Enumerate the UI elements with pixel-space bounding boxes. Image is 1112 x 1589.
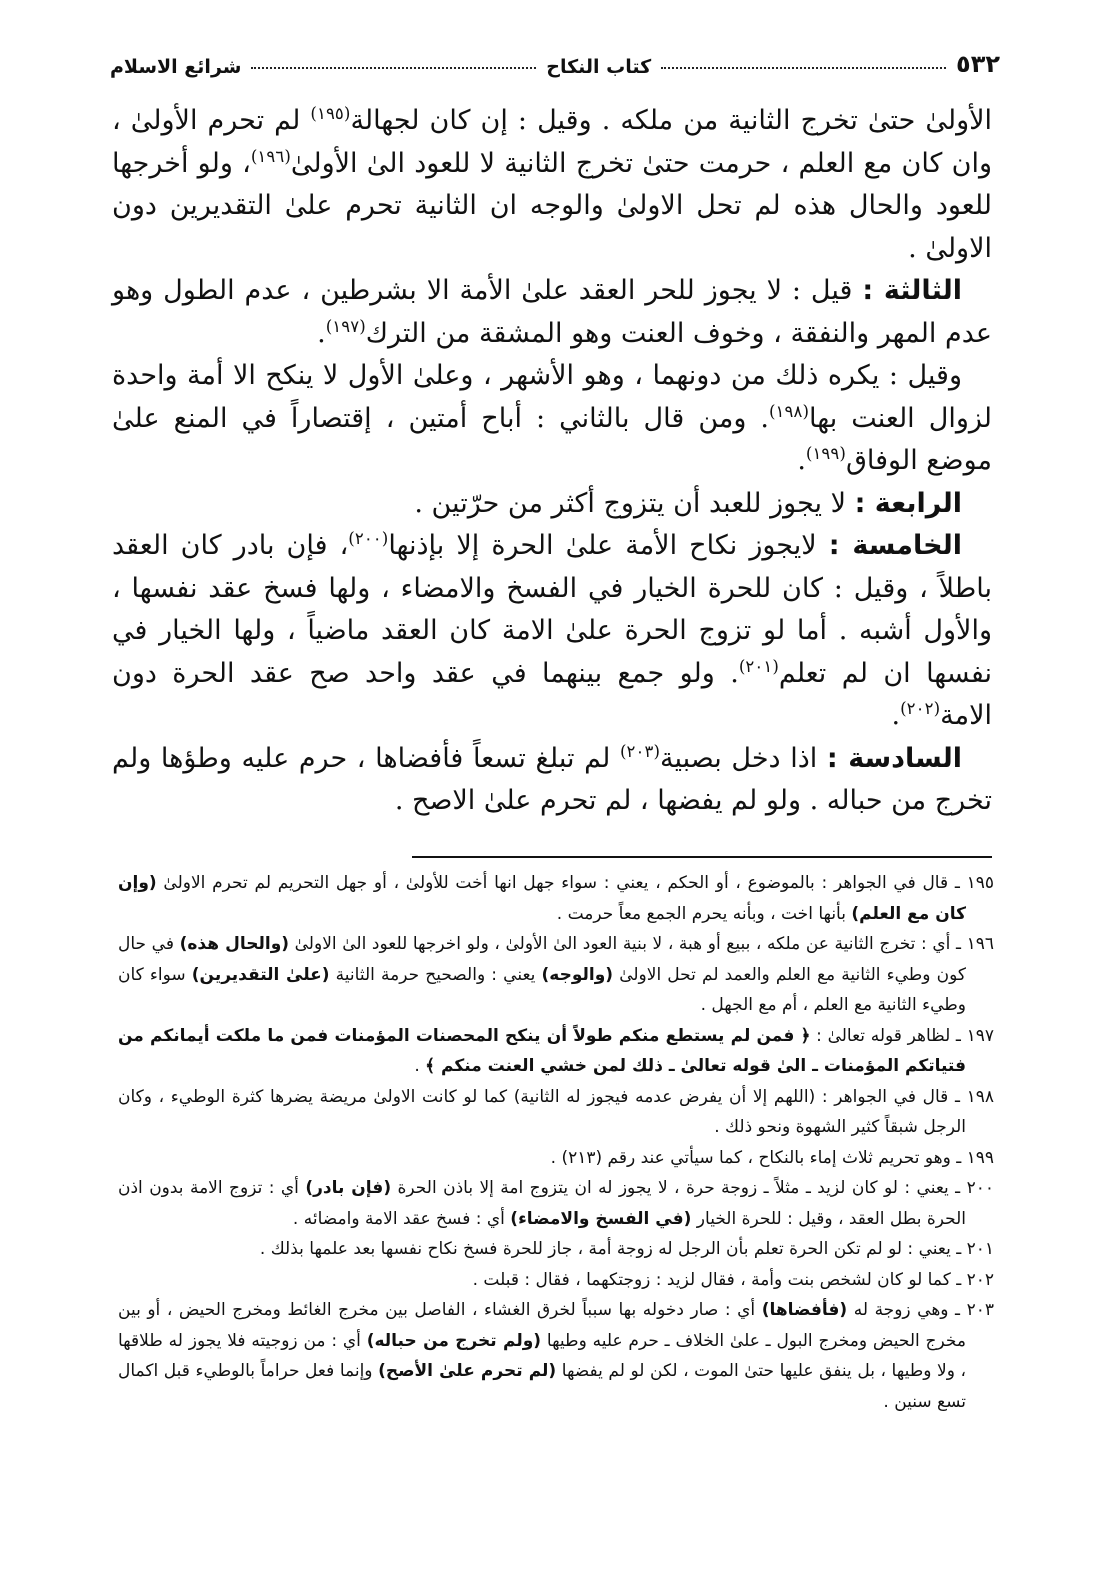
footnote-number: ١٩٧ ـ — [950, 1025, 994, 1046]
quoted-text: (علىٰ التقديرين) — [191, 964, 330, 985]
footnote-number: ١٩٩ ـ — [950, 1147, 994, 1168]
footnote-198 — [118, 1082, 994, 1143]
footnote-ref[interactable]: (٢٠١) — [738, 655, 779, 676]
text: وقيل : يكره ذلك من دونهما ، وهو الأشهر ، وعلىٰ الأول لا ينكح الا أمة واحدة لزوال العنت بها — [112, 360, 993, 434]
footnote-number: ٢٠٠ ـ — [948, 1178, 994, 1198]
footnote-ref[interactable]: (١٩٨) — [769, 400, 810, 421]
text: قيل : لا يجوز للحر العقد علىٰ الأمة الا بشرطين ، عدم الطول وهو عدم المهر والنفقة ، وخوف العنت وهو المشقة من الترك — [112, 275, 992, 349]
quoted-text: (ولم تخرج من حباله) — [366, 1330, 542, 1351]
text: قال في الجواهر : (اللهم إلا أن يفرض عدمه فيجوز له الثانية) كما لو كانت الاولىٰ مريضة يضرها كثرة الوطيء ، وكان الرجل شبقاً كثير الشهوة ونحو ذلك . — [118, 1086, 966, 1137]
footnote-number: ٢٠١ ـ — [950, 1239, 994, 1259]
footnote-ref[interactable]: (٢٠٣) — [620, 740, 661, 761]
quoted-text: (فإن بادر) — [305, 1178, 392, 1198]
footnote-200 — [118, 1173, 994, 1234]
footnote-number: ١٩٨ ـ — [948, 1086, 994, 1107]
footnote-number: ٢٠٣ ـ — [948, 1300, 994, 1320]
footnote-number: ٢٠٢ ـ — [950, 1269, 994, 1290]
text: أي : فسخ عقد الامة وامضائه . — [292, 1208, 511, 1229]
footnote-ref[interactable]: (٢٠٢) — [900, 698, 941, 718]
quoted-text: (في الفسخ والامضاء) — [510, 1208, 692, 1229]
paragraph — [112, 483, 992, 526]
section-label: الخامسة : — [828, 530, 962, 561]
footnote-197 — [118, 1021, 994, 1082]
text: لا يجوز للعبد أن يتزوج أكثر من حرّتين . — [414, 487, 855, 519]
footnote-202 — [118, 1265, 994, 1296]
text: في حال كون وطيء الثانية مع العلم والعمد لم تحل الاولىٰ — [118, 934, 966, 985]
text: الأولىٰ حتىٰ تخرج الثانية من ملكه . وقيل : إن كان لجهالة — [350, 105, 993, 136]
main-text — [112, 100, 992, 823]
text: يعني : لو لم تكن الحرة تعلم بأن الرجل له زوجة أمة ، جاز للحرة فسخ نكاح نفسها بعد علمها بذلك . — [259, 1239, 951, 1259]
footnote-ref[interactable]: (١٩٩) — [805, 443, 846, 463]
page-number: ٥٣٢ — [956, 50, 1000, 78]
footnote-ref[interactable]: (١٩٧) — [325, 315, 366, 336]
text: . — [891, 700, 901, 731]
text: . — [414, 1056, 426, 1076]
footnote-ref[interactable]: (١٩٥) — [310, 103, 351, 123]
page-header — [110, 38, 1000, 78]
text: بأنها اخت ، وبأنه يحرم الجمع معاً حرمت . — [556, 903, 852, 924]
quoted-text: (والوجه) — [541, 964, 614, 985]
text: . — [317, 317, 326, 349]
text: سواء كان وطيء الثانية مع العلم ، أم مع الجهل . — [118, 964, 966, 1015]
text: يعني : لو كان لزيد ـ مثلاً ـ زوجة حرة ، لا يجوز له ان يتزوج امة إلا باذن الحرة — [391, 1178, 949, 1198]
text: أي : تزوج الامة بدون اذن الحرة بطل العقد ، وقيل : للحرة الخيار — [118, 1178, 966, 1229]
footnote-196 — [118, 929, 994, 1021]
text: وإنما فعل حراماً بالوطيء قبل اكمال تسع سنين . — [118, 1361, 966, 1412]
text: قال في الجواهر : بالموضوع ، أو الحكم ، يعني : سواء جهل انها أخت للأولىٰ ، أو جهل التحريم لم تحرم الاولىٰ — [156, 873, 949, 893]
footnote-ref[interactable]: (١٩٦) — [250, 145, 291, 166]
text: ، ولو أخرجها للعود والحال هذه لم تحل الاولىٰ والوجه ان الثانية تحرم علىٰ التقديرين دون الاولىٰ . — [112, 147, 992, 264]
text: كما لو كان لشخص بنت وأمة ، فقال لزيد : زوجتكهما ، فقال : قبلت . — [472, 1269, 951, 1290]
text: أي : تخرج الثانية عن ملكه ، ببيع أو هبة ، لا بنية العود الىٰ الأولىٰ ، ولو اخرجها للعود الىٰ الاولىٰ — [289, 934, 951, 954]
text: . ومن قال بالثاني : أباح أمتين ، إقتصاراً في المنع علىٰ موضع الوفاق — [112, 402, 992, 476]
section-label: الثالثة : — [862, 275, 962, 306]
paragraph — [112, 738, 992, 823]
paragraph — [112, 525, 992, 738]
quoted-text: (فأفضاها) — [761, 1300, 848, 1320]
quoted-text: (لم تحرم علىٰ الأصح) — [378, 1361, 557, 1381]
text: ، فإن بادر كان العقد باطلاً ، وقيل : كان للحرة الخيار في الفسخ والامضاء ، ولها فسخ عقد نفسها ، والأول أشبه . أما لو تزوج الحرة علىٰ الامة كان العقد ماضياً ، ولها الخيار في نفسها ان لم تعلم — [112, 530, 992, 689]
text: يعني : والصحيح حرمة الثانية — [329, 964, 542, 985]
paragraph — [112, 100, 992, 270]
section-label: السادسة : — [826, 742, 962, 774]
text: لم تبلغ تسعاً فأفضاها ، حرم عليه وطؤها ولم تخرج من حباله . ولو لم يفضها ، لم تحرم علىٰ الاصح . — [112, 742, 992, 816]
text: أي : من زوجيته فلا يجوز له طلاقها ، ولا وطيها ، بل ينفق عليها حتىٰ الموت ، لكن لو لم يفضها — [118, 1330, 966, 1381]
text: أي : صار دخوله بها سبباً لخرق الغشاء ، الفاصل بين مخرج الغائط ومخرج الحيض ، أو بين مخرج الحيض ومخرج البول ـ علىٰ الخلاف ـ حرم عليه وطيها — [118, 1300, 966, 1351]
footnotes — [118, 868, 994, 1417]
paragraph — [112, 355, 992, 483]
section-label: الرابعة : — [854, 487, 962, 519]
text: . ولو جمع بينهما في عقد واحد صح عقد الحرة دون الامة — [112, 657, 992, 731]
footnote-separator — [412, 856, 992, 858]
header-dotted-leader — [251, 67, 536, 69]
footnote-201 — [118, 1234, 994, 1265]
footnote-195 — [118, 868, 994, 929]
footnote-number: ١٩٦ ـ — [950, 934, 994, 954]
footnote-199 — [118, 1143, 994, 1174]
text: . — [797, 445, 806, 476]
text: وهي زوجة له — [847, 1300, 949, 1320]
header-dotted-leader — [661, 67, 946, 69]
quoted-text: (والحال هذه) — [179, 934, 290, 954]
text: لظاهر قوله تعالىٰ : — [810, 1025, 951, 1046]
footnote-ref[interactable]: (٢٠٠) — [348, 528, 389, 548]
footnote-203 — [118, 1295, 994, 1417]
chapter-title: كتاب النكاح — [546, 56, 652, 78]
quran-verse: ﴿ فمن لم يستطع منكم طولاً أن ينكح المحصنات المؤمنات فمن ما ملكت أيمانكم من فتياتكم المؤمنات ـ الىٰ قوله تعالىٰ ـ ذلك لمن خشي العنت منكم ﴾ — [118, 1025, 966, 1076]
text: لايجوز نكاح الأمة علىٰ الحرة إلا بإذنها — [388, 530, 829, 561]
paragraph — [112, 270, 992, 355]
text: وهو تحريم ثلاث إماء بالنكاح ، كما سيأتي عند رقم (٢١٣) . — [550, 1147, 951, 1168]
text: لم تحرم الأولىٰ ، وان كان مع العلم ، حرمت حتىٰ تخرج الثانية لا للعود الىٰ الأولىٰ — [112, 105, 992, 179]
text: اذا دخل بصبية — [660, 742, 827, 774]
quoted-text: (وإن كان مع العلم) — [118, 873, 966, 924]
footnote-number: ١٩٥ ـ — [948, 873, 995, 893]
book-title: شرائع الاسلام — [110, 56, 242, 78]
